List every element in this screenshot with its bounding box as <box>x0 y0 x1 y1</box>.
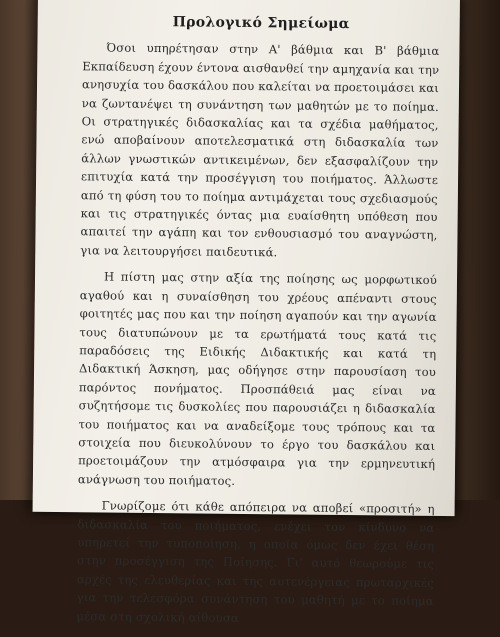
paragraph-1: Όσοι υπηρέτησαν στην Α' βάθμια και Β' βάθμια Εκπαίδευση έχουν έντονα αισθανθεί την αμηχανία και την ανησυχία του δασκάλου που καλείται να προετοιμάσει και να ζωντανέψει τη συνάντηση των μαθητών με το ποίημα. Οι στρατηγικές διδασκαλίας και τα σχέδια μαθήματος, ενώ αποβαίνουν αποτελεσματικά στη διδασκαλία των άλλων γνωστικών αντικειμένων, δεν εξασφαλίζουν την επιτυχία κατά την προσέγγιση του ποιήματος. Άλλωστε από τη φύση του το ποίημα αντιμάχεται τους σχεδιασμούς και τις στρατηγικές όντας μια ευαίσθητη υπόθεση που απαιτεί την αγάπη και τον ενθουσιασμό του αναγνώστη, για να λειτουργήσει παιδευτικά. <box>80 40 440 260</box>
page-title: Προλογικό Σημείωμα <box>172 14 350 33</box>
paragraph-2: Η πίστη μας στην αξία της ποίησης ως μορφωτικού αγαθού και η συναίσθηση του χρέους απέναντι στους φοιτητές μας που και την ποίηση αγαπούν και την αγωνία τους διατυπώνουν με τα ερωτήματά τους κατά τις παραδόσεις της Ειδικής Διδακτικής και κατά τη Διδακτική Άσκηση, μας οδήγησε στην παρουσίαση του παρόντος πονήματος. Προσπάθειά μας είναι να συζητήσομε τις δυσκολίες που παρουσιάζει η διδασκαλία του ποιήματος και να αναδείξομε τους τρόπους και τα στοιχεία που διευκολύνουν το έργο του δασκάλου και προετοιμάζουν την ατμόσφαιρα για την ερμηνευτική ανάγνωση του ποιήματος. <box>77 269 438 488</box>
book-page <box>33 0 460 625</box>
page-text <box>76 12 439 637</box>
paragraph-3: Γνωρίζομε ότι κάθε απόπειρα να αποβεί «προσιτή» η διδασκαλία του ποιήματος, ενέχει τον κίνδυνο να υπηρετεί την τυποποίηση, η οποία όμως δεν έχει θέση στην προσέγγιση της Ποίησης. Γι' αυτό θεωρούμε τις αρχές της ελευθερίας και της αυτενέργειας πρωταρχικές για την τελεσφόρα συνάντηση του μαθητή με το ποίημα μέσα στη σχολική αίθουσα <box>76 498 435 625</box>
